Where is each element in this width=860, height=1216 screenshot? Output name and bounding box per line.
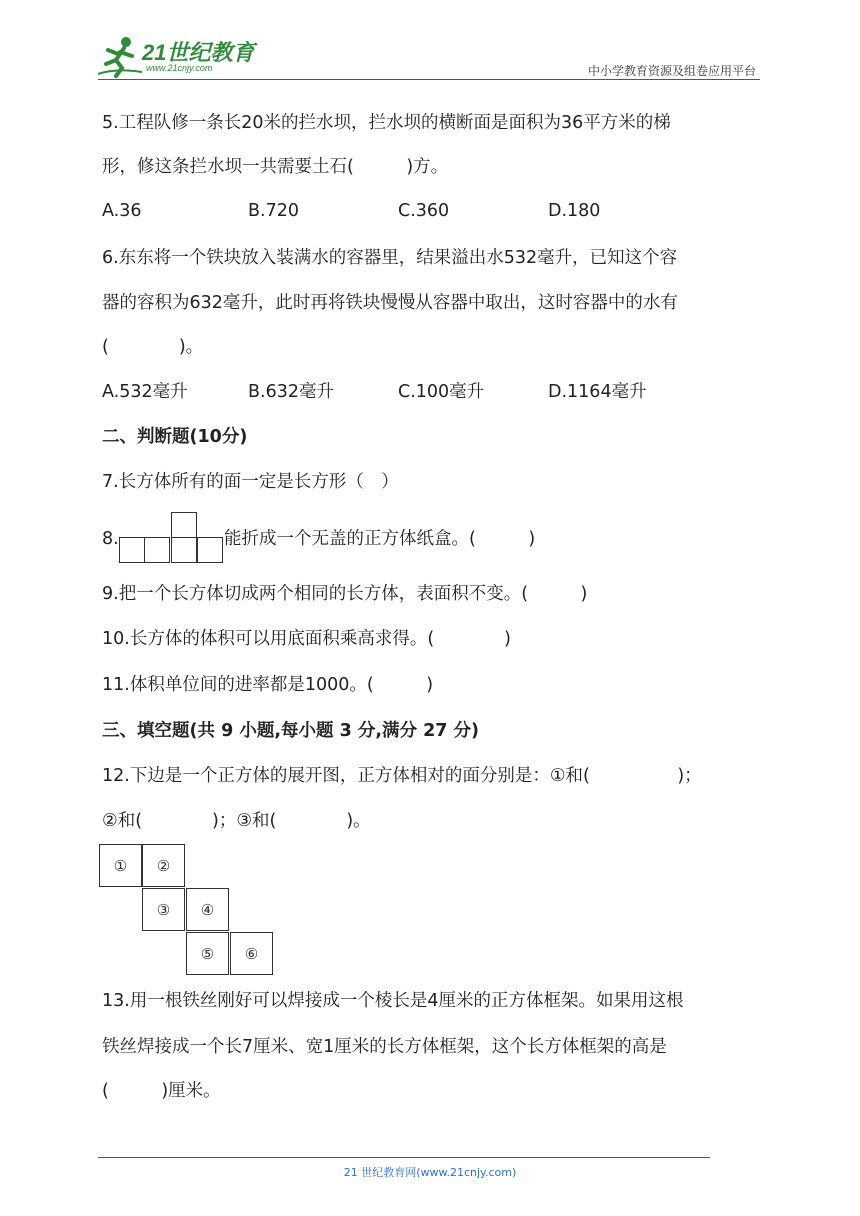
q6-option-b: B.632毫升 <box>248 382 334 402</box>
header-divider <box>98 79 760 80</box>
footer-text: 21 世纪教育网(www.21cnjy.com) <box>343 1166 517 1179</box>
q5-option-a: A.36 <box>102 201 142 221</box>
q12-line2: ②和( )；③和( )。 <box>102 811 371 831</box>
q5-option-c: C.360 <box>398 201 450 221</box>
q8-net-cell <box>171 537 197 563</box>
q6-option-c: C.100毫升 <box>398 382 485 402</box>
header-platform-text: 中小学教育资源及组卷应用平台 <box>587 64 756 78</box>
logo-text: 21世纪教育 <box>142 40 255 65</box>
q7-text: 7.长方体所有的面一定是长方形（ ） <box>102 472 399 492</box>
q6-option-d: D.1164毫升 <box>548 382 647 402</box>
q6-line2: 器的容积为632毫升，此时再将铁块慢慢从容器中取出，这时容器中的水有 <box>102 293 678 313</box>
q8-net-cell <box>144 537 170 563</box>
cube-face-1: ① <box>99 844 142 887</box>
runner-icon <box>96 34 146 78</box>
q5-line1: 5.工程队修一条长20米的拦水坝，拦水坝的横断面是面积为36平方米的梯 <box>102 113 671 133</box>
q5-line2: 形，修这条拦水坝一共需要土石( )方。 <box>102 157 449 177</box>
footer-divider <box>98 1157 710 1158</box>
cube-face-5: ⑤ <box>186 932 229 975</box>
section2-title: 二、判断题(10分) <box>102 427 248 447</box>
q8-text: 能折成一个无盖的正方体纸盒。( ) <box>224 529 536 549</box>
cube-net-figure <box>99 844 275 976</box>
q13-line3: ( )厘米。 <box>102 1081 221 1101</box>
q5-option-d: D.180 <box>548 201 601 221</box>
q13-line2: 铁丝焊接成一个长7厘米、宽1厘米的长方体框架，这个长方体框架的高是 <box>102 1037 667 1057</box>
section3-title: 三、填空题(共 9 小题,每小题 3 分,满分 27 分) <box>102 721 480 741</box>
q9-text: 9.把一个长方体切成两个相同的长方体，表面积不变。( ) <box>102 584 588 604</box>
cube-face-3: ③ <box>142 888 185 931</box>
q8-net-cell <box>119 537 145 563</box>
q10-text: 10.长方体的体积可以用底面积乘高求得。( ) <box>102 629 511 649</box>
cube-face-4: ④ <box>186 888 229 931</box>
q8-net-cell <box>197 537 223 563</box>
cube-face-6: ⑥ <box>230 932 273 975</box>
cube-face-2: ② <box>142 844 185 887</box>
q13-line1: 13.用一根铁丝刚好可以焊接成一个棱长是4厘米的正方体框架。如果用这根 <box>102 991 684 1011</box>
q6-option-a: A.532毫升 <box>102 382 188 402</box>
q11-text: 11.体积单位间的进率都是1000。( ) <box>102 675 434 695</box>
q6-line3: ( )。 <box>102 337 204 357</box>
q5-option-b: B.720 <box>248 201 299 221</box>
logo-url: www.21cnjy.com <box>146 63 213 73</box>
q8-number: 8. <box>102 529 119 549</box>
q8-net-figure <box>119 512 225 565</box>
q6-line1: 6.东东将一个铁块放入装满水的容器里，结果溢出水532毫升，已知这个容 <box>102 248 678 268</box>
q12-line1: 12.下边是一个正方体的展开图，正方体相对的面分别是：①和( )； <box>102 766 702 786</box>
q8-net-cell <box>171 512 197 538</box>
